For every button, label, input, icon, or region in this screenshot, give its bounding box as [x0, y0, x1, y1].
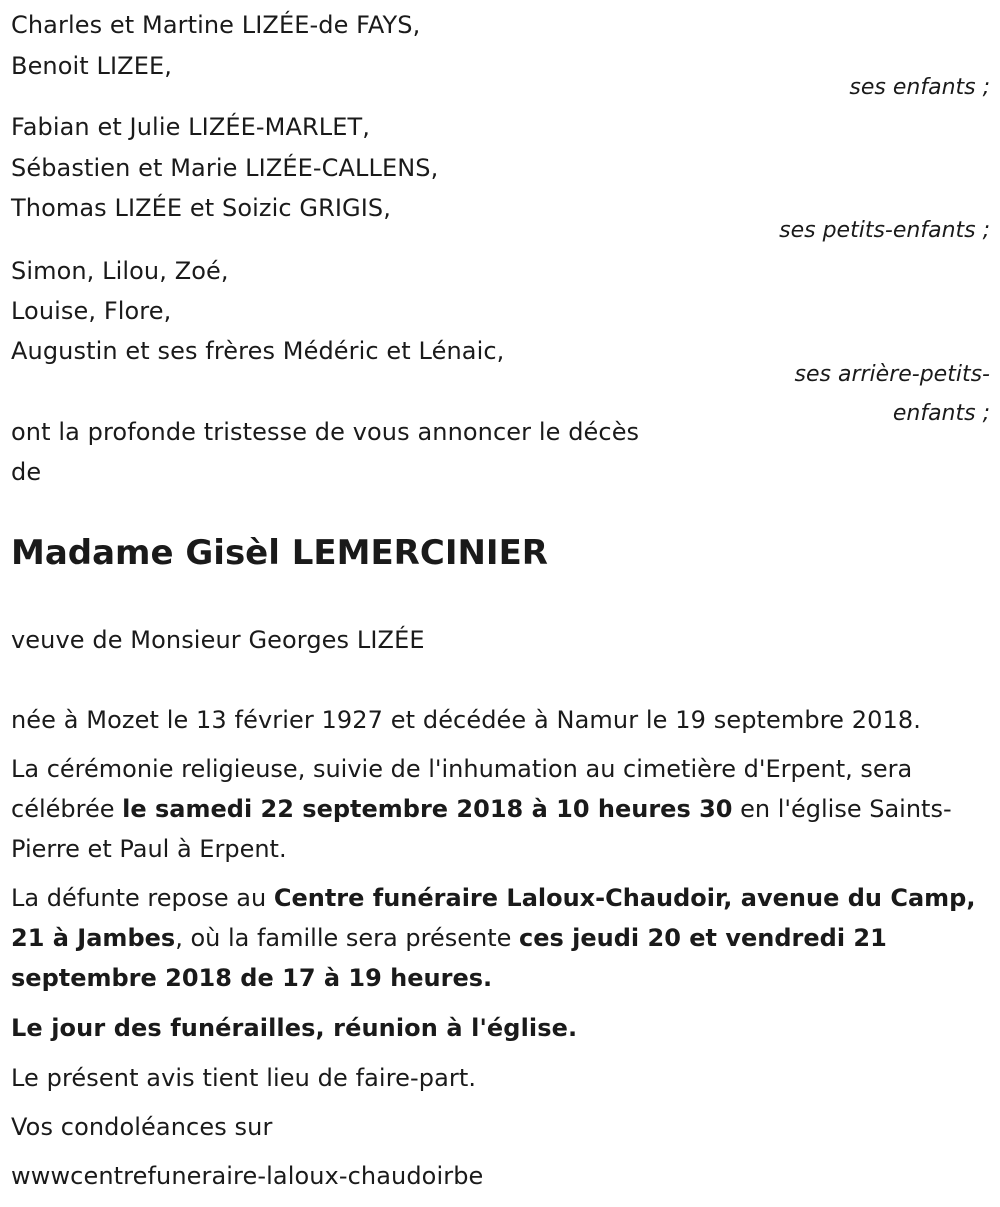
condolences: Vos condoléances sur — [11, 1113, 273, 1141]
rest-text-1: La défunte repose au — [11, 884, 274, 912]
great-grandchildren-line-3: Augustin et ses frères Médéric et Lénaic, — [11, 337, 505, 365]
funeral-day: Le jour des funérailles, réunion à l'église. — [11, 1014, 578, 1042]
ceremony-text-1: La cérémonie religieuse, suivie de l'inhumation au cimetière d'Erpent, sera célébrée — [11, 755, 913, 823]
great-grandchildren-line-2: Louise, Flore, — [11, 297, 172, 325]
deceased-name: Madame Gisèl LEMERCINIER — [11, 533, 548, 573]
great-grandchildren-line-1: Simon, Lilou, Zoé, — [11, 257, 229, 285]
grandchildren-line-1: Fabian et Julie LIZÉE-MARLET, — [11, 113, 370, 141]
rest-text-2: , où la famille sera présente — [175, 924, 520, 952]
children-line-2: Benoit LIZEE, — [11, 52, 172, 80]
children-line-1: Charles et Martine LIZÉE-de FAYS, — [11, 11, 421, 39]
grandchildren-line-3: Thomas LIZÉE et Soizic GRIGIS, — [11, 194, 391, 222]
announcement-line-2: de — [11, 458, 42, 486]
grandchildren-role: ses petits-enfants ; — [779, 218, 990, 243]
grandchildren-line-2: Sébastien et Marie LIZÉE-CALLENS, — [11, 154, 439, 182]
children-role: ses enfants ; — [849, 75, 990, 100]
notice: Le présent avis tient lieu de faire-part. — [11, 1064, 477, 1092]
ceremony-date: le samedi 22 septembre 2018 à 10 heures 30 — [122, 795, 733, 823]
rest-paragraph — [11, 878, 996, 998]
birth-death: née à Mozet le 13 février 1927 et décédée à Namur le 19 septembre 2018. — [11, 706, 921, 734]
great-grandchildren-role-2: enfants ; — [892, 401, 990, 426]
rest-visiting-hours: ces jeudi 20 et vendredi 21 septembre 2018 de 17 à 19 heures. — [11, 924, 887, 992]
ceremony-text-2: en l'église Saints-Pierre et Paul à Erpent. — [11, 795, 952, 863]
announcement-line-1: ont la profonde tristesse de vous annoncer le décès — [11, 418, 640, 446]
rest-location: Centre funéraire Laloux-Chaudoir, avenue du Camp, 21 à Jambes — [11, 884, 976, 952]
widow-of: veuve de Monsieur Georges LIZÉE — [11, 626, 425, 654]
great-grandchildren-role-1: ses arrière-petits- — [794, 362, 990, 387]
ceremony-paragraph — [11, 749, 996, 869]
website-link[interactable]: wwwcentrefuneraire-laloux-chaudoirbe — [11, 1162, 484, 1190]
